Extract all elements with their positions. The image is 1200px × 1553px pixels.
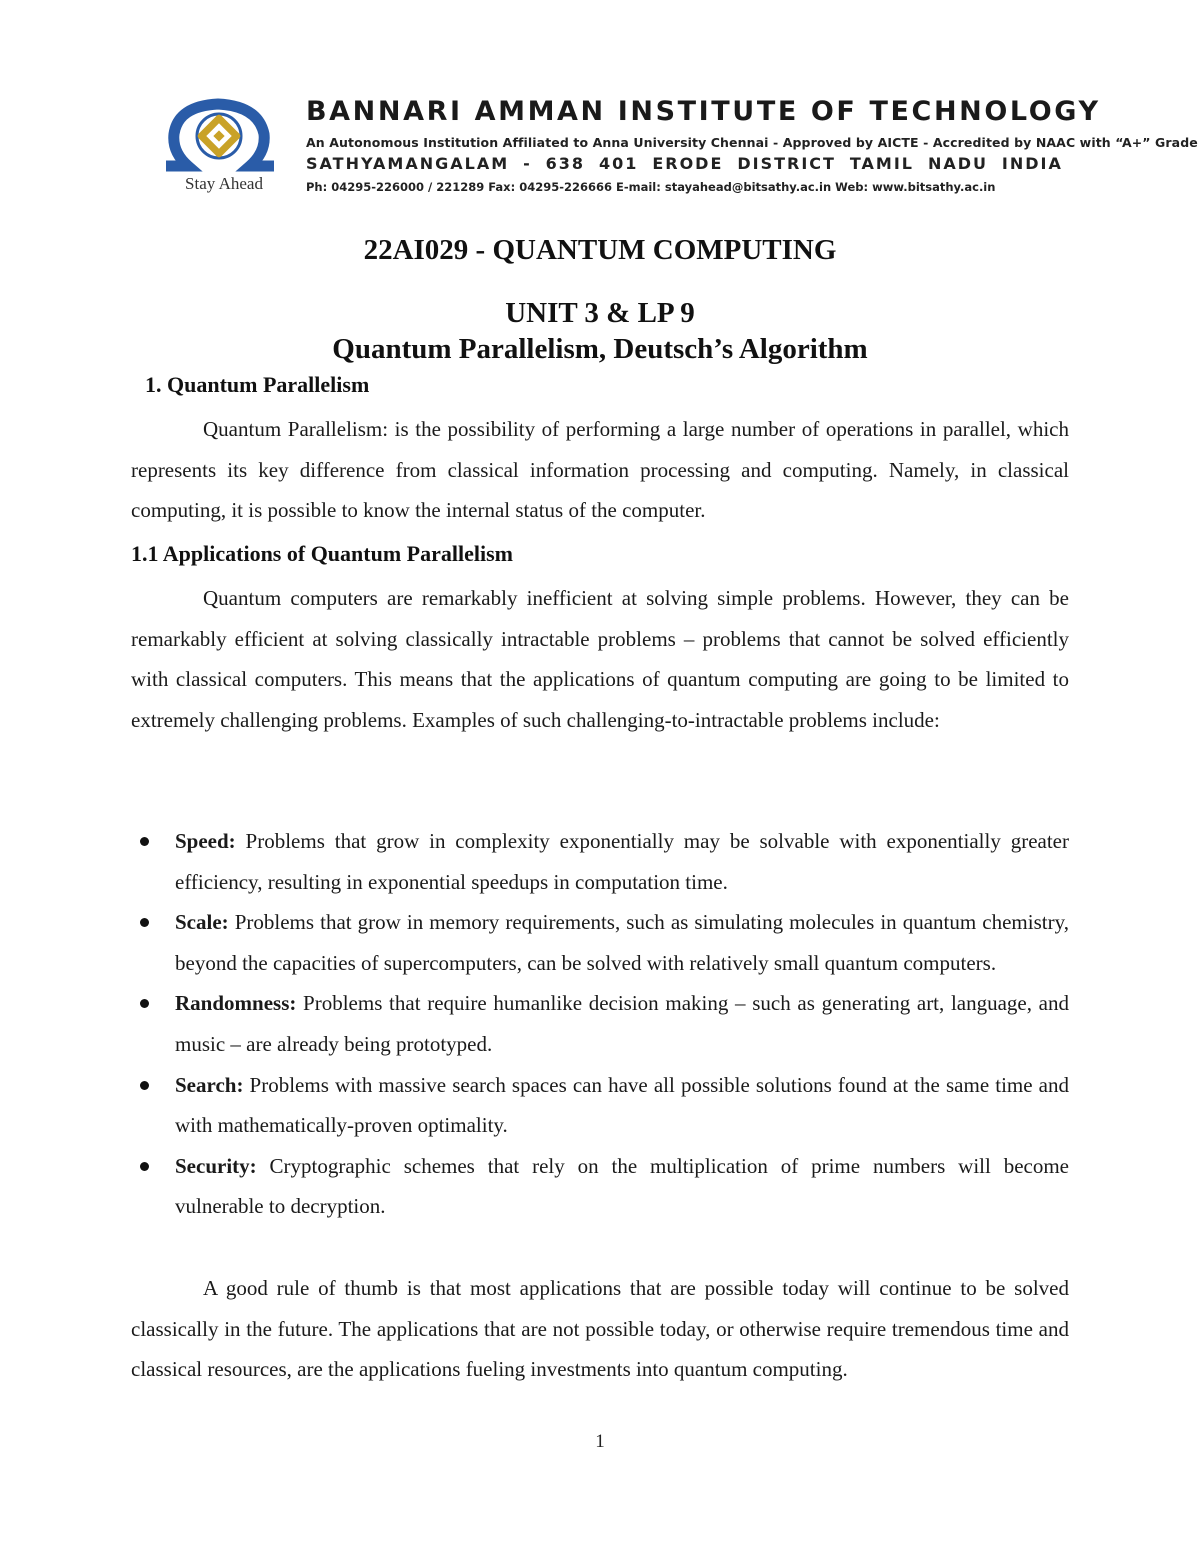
list-item — [131, 1065, 1069, 1146]
list-item — [131, 1146, 1069, 1227]
address-part: 401 — [598, 154, 639, 173]
bullet-text: Problems that grow in memory requirements, such as simulating molecules in quantum chemistry, beyond the capacities of supercomputers, can be solved with relatively small quantum computers. — [175, 910, 1069, 975]
address-part: INDIA — [1001, 154, 1063, 173]
bullet-term: Randomness: — [175, 991, 297, 1016]
bullet-text: Problems that grow in complexity exponentially may be solvable with exponentially greater efficiency, resulting in exponential speedups in computation time. — [175, 829, 1069, 894]
address-part: NADU — [927, 154, 988, 173]
address-part: SATHYAMANGALAM — [306, 154, 510, 173]
bullet-term: Scale: — [175, 910, 229, 935]
paragraph: A good rule of thumb is that most applications that are possible today will continue to be solved classically in the future. The applications that are not possible today, or otherwise require tremendous time and classical resources, are the applications fueling investments into quantum computing. — [131, 1276, 1069, 1382]
bullet-term: Security: — [175, 1153, 257, 1178]
bullet-icon — [140, 918, 149, 927]
institute-address — [306, 154, 1063, 173]
institute-name: BANNARI AMMAN INSTITUTE OF TECHNOLOGY — [306, 96, 1101, 127]
list-item — [131, 902, 1069, 983]
letterhead — [158, 96, 1198, 200]
bullet-icon — [140, 1081, 149, 1090]
paragraph: Quantum Parallelism: is the possibility of performing a large number of operations in parallel, which represents its key difference from classical information processing and computing. Namely, in classical computing, it is possible to know the internal status of the computer. — [131, 417, 1069, 523]
address-part: DISTRICT — [737, 154, 836, 173]
bullet-icon — [140, 837, 149, 846]
bullet-list — [131, 821, 1069, 1227]
bullet-term: Speed: — [175, 829, 236, 853]
bullet-text: Problems that require humanlike decision making – such as generating art, language, and music – are already being prototyped. — [175, 991, 1069, 1056]
topic-title: Quantum Parallelism, Deutsch’s Algorithm — [332, 333, 868, 365]
institute-affiliation: An Autonomous Institution Affiliated to Anna University Chennai - Approved by AICTE - Accredited by NAAC with “A+” Grade — [306, 135, 1198, 150]
omega-emblem-icon — [158, 96, 290, 200]
address-part: 638 — [545, 154, 586, 173]
unit-title: UNIT 3 & LP 9 — [505, 297, 695, 329]
address-part: - — [523, 154, 532, 173]
section-heading: 1. Quantum Parallelism — [145, 372, 370, 397]
address-part: TAMIL — [849, 154, 914, 173]
bullet-term: Search: — [175, 1072, 244, 1097]
logo-tagline: Stay Ahead — [185, 174, 263, 193]
bullet-text: Cryptographic schemes that rely on the multiplication of prime numbers will become vulnerable to decryption. — [175, 1153, 1069, 1219]
course-title: 22AI029 - QUANTUM COMPUTING — [363, 234, 837, 266]
institute-contact: Ph: 04295-226000 / 221289 Fax: 04295-226666 E-mail: stayahead@bitsathy.ac.in Web: www.bitsathy.ac.in — [306, 180, 996, 194]
bullet-text: Problems with massive search spaces can have all possible solutions found at the same time and with mathematically-proven optimality. — [175, 1072, 1069, 1138]
bullet-icon — [140, 1162, 149, 1171]
paragraph: Quantum computers are remarkably inefficient at solving simple problems. However, they can be remarkably efficient at solving classically intractable problems – problems that cannot be solved efficiently with classical computers. This means that the applications of quantum computing are going to be limited to extremely challenging problems. Examples of such challenging-to-intractable problems include: — [131, 586, 1069, 732]
page-number: 1 — [595, 1431, 605, 1452]
address-part: ERODE — [652, 154, 724, 173]
bullet-icon — [140, 999, 149, 1008]
section-heading: 1.1 Applications of Quantum Parallelism — [131, 541, 513, 566]
list-item — [131, 983, 1069, 1064]
list-item — [131, 821, 1069, 902]
